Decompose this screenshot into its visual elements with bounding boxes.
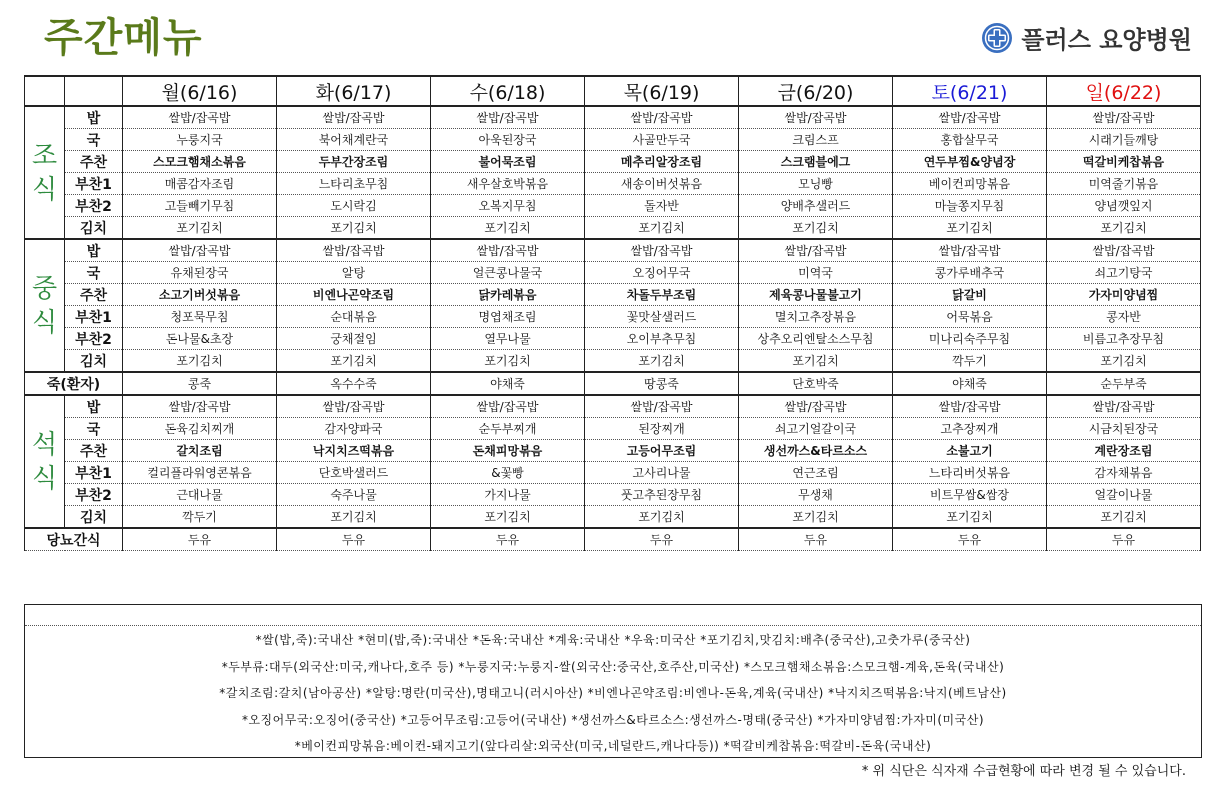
day-header-saturday: 토(6/21) (893, 76, 1047, 106)
menu-item: 옥수수죽 (277, 372, 431, 395)
day-header-sunday: 일(6/22) (1047, 76, 1201, 106)
menu-item: 낙지치즈떡볶음 (277, 440, 431, 462)
row-label: 김치 (65, 506, 123, 529)
menu-item: 두유 (893, 528, 1047, 551)
menu-item: 느타리버섯볶음 (893, 462, 1047, 484)
disclaimer-text: * 위 식단은 식자재 수급현황에 따라 변경 될 수 있습니다. (861, 764, 1186, 779)
menu-row (25, 418, 1201, 440)
menu-row (25, 262, 1201, 284)
row-label: 죽(환자) (25, 372, 123, 395)
menu-item: 순대볶음 (277, 306, 431, 328)
row-label: 김치 (65, 350, 123, 373)
menu-item: 두유 (431, 528, 585, 551)
menu-row (25, 484, 1201, 506)
menu-item: 비트무쌈&쌈장 (893, 484, 1047, 506)
menu-item: 쌀밥/잡곡밥 (123, 239, 277, 262)
meal-label: 중 식 (25, 239, 65, 372)
menu-body (25, 106, 1201, 551)
menu-item: 닭갈비 (893, 284, 1047, 306)
menu-item: 청포묵무침 (123, 306, 277, 328)
menu-row (25, 195, 1201, 217)
menu-item: 순두부죽 (1047, 372, 1201, 395)
row-label: 국 (65, 418, 123, 440)
menu-item: 돌자반 (585, 195, 739, 217)
menu-item: 새송이버섯볶음 (585, 173, 739, 195)
menu-item: 쌀밥/잡곡밥 (585, 395, 739, 418)
menu-item: 고들빼기무침 (123, 195, 277, 217)
menu-item: 얼갈이나물 (1047, 484, 1201, 506)
menu-item: 스크램블에그 (739, 151, 893, 173)
day-header: 화(6/17) (277, 76, 431, 106)
menu-item: 포기김치 (431, 506, 585, 529)
menu-item: 무생채 (739, 484, 893, 506)
origin-note: *쌀(밥,죽):국내산 *현미(밥,죽):국내산 *돈육:국내산 *계육:국내산 *우육:미국산 *포기김치,맛김치:배추(중국산),고춧가루(중국산) (255, 633, 971, 647)
menu-item: 열무나물 (431, 328, 585, 350)
menu-row (25, 395, 1201, 418)
menu-item: 포기김치 (739, 217, 893, 240)
menu-item: 비름고추장무침 (1047, 328, 1201, 350)
origin-note: *오징어무국:오징어(중국산) *고등어무조림:고등어(국내산) *생선까스&타르소스:생선까스-명태(중국산) *가자미양념찜:가자미(미국산) (241, 712, 985, 727)
menu-item: 포기김치 (585, 217, 739, 240)
menu-item: 갈치조림 (123, 440, 277, 462)
menu-item: 포기김치 (123, 217, 277, 240)
menu-item: 쌀밥/잡곡밥 (893, 106, 1047, 129)
menu-item: 포기김치 (739, 506, 893, 529)
menu-item: 컬리플라워영콘볶음 (123, 462, 277, 484)
menu-row (25, 528, 1201, 551)
menu-item: 포기김치 (431, 350, 585, 373)
menu-item: 단호박죽 (739, 372, 893, 395)
menu-row (25, 328, 1201, 350)
menu-item: 오징어무국 (585, 262, 739, 284)
menu-item: &꽃빵 (431, 462, 585, 484)
menu-item: 연근조림 (739, 462, 893, 484)
corner-cell (65, 76, 123, 106)
menu-row (25, 129, 1201, 151)
menu-item: 쌀밥/잡곡밥 (277, 395, 431, 418)
menu-row (25, 106, 1201, 129)
menu-item: 쌀밥/잡곡밥 (893, 395, 1047, 418)
row-label: 부찬1 (65, 306, 123, 328)
menu-item: 쇠고기얼갈이국 (739, 418, 893, 440)
menu-item: 차돌두부조림 (585, 284, 739, 306)
menu-item: 메추리알장조림 (585, 151, 739, 173)
menu-item: 소불고기 (893, 440, 1047, 462)
menu-item: 쌀밥/잡곡밥 (277, 106, 431, 129)
menu-item: 포기김치 (277, 506, 431, 529)
menu-row (25, 350, 1201, 373)
menu-item: 포기김치 (431, 217, 585, 240)
menu-item: 돈채피망볶음 (431, 440, 585, 462)
menu-row (25, 506, 1201, 529)
row-label: 주찬 (65, 151, 123, 173)
menu-item: 쌀밥/잡곡밥 (739, 239, 893, 262)
menu-item: 쌀밥/잡곡밥 (431, 106, 585, 129)
weekly-menu-table (24, 75, 1201, 551)
menu-row (25, 372, 1201, 395)
menu-item: 포기김치 (1047, 217, 1201, 240)
menu-item: 두유 (123, 528, 277, 551)
day-header: 목(6/19) (585, 76, 739, 106)
menu-item: 생선까스&타르소스 (739, 440, 893, 462)
menu-item: 두부간장조림 (277, 151, 431, 173)
menu-item: 느타리초무침 (277, 173, 431, 195)
page-title: 주간메뉴 (44, 15, 203, 61)
origin-note: *베이컨피망볶음:베이컨-돼지고기(앞다리살:외국산(미국,네덜란드,캐나다등)) *떡갈비케찹볶음:떡갈비-돈육(국내산) (294, 739, 932, 753)
menu-item: 땅콩죽 (585, 372, 739, 395)
row-label: 부찬1 (65, 173, 123, 195)
menu-item: 제육콩나물불고기 (739, 284, 893, 306)
origin-notes-box (24, 604, 1202, 758)
menu-item: 베이컨피망볶음 (893, 173, 1047, 195)
row-label: 부찬1 (65, 462, 123, 484)
menu-item: 연두부찜&양념장 (893, 151, 1047, 173)
menu-item: 양념깻잎지 (1047, 195, 1201, 217)
menu-item: 홍합살무국 (893, 129, 1047, 151)
corner-cell (25, 76, 65, 106)
menu-item: 누룽지국 (123, 129, 277, 151)
menu-item: 사골만두국 (585, 129, 739, 151)
menu-item: 쌀밥/잡곡밥 (739, 106, 893, 129)
menu-item: 불어묵조림 (431, 151, 585, 173)
menu-item: 마늘쫑지무침 (893, 195, 1047, 217)
menu-item: 시래기들깨탕 (1047, 129, 1201, 151)
menu-item: 쌀밥/잡곡밥 (585, 239, 739, 262)
menu-item: 단호박샐러드 (277, 462, 431, 484)
menu-item: 고추장찌개 (893, 418, 1047, 440)
menu-item: 매콤감자조림 (123, 173, 277, 195)
notes-divider (25, 625, 1201, 626)
menu-item: 콩자반 (1047, 306, 1201, 328)
menu-row (25, 440, 1201, 462)
menu-item: 떡갈비케찹볶음 (1047, 151, 1201, 173)
menu-row (25, 173, 1201, 195)
menu-item: 얼큰콩나물국 (431, 262, 585, 284)
row-label: 부찬2 (65, 484, 123, 506)
menu-item: 멸치고추장볶음 (739, 306, 893, 328)
hospital-brand (981, 20, 1192, 55)
menu-item: 야채죽 (431, 372, 585, 395)
menu-item: 포기김치 (893, 217, 1047, 240)
row-label: 밥 (65, 395, 123, 418)
menu-item: 쌀밥/잡곡밥 (1047, 106, 1201, 129)
menu-item: 포기김치 (585, 350, 739, 373)
menu-item: 고사리나물 (585, 462, 739, 484)
menu-item: 크림스프 (739, 129, 893, 151)
menu-item: 새우살호박볶음 (431, 173, 585, 195)
menu-item: 쌀밥/잡곡밥 (123, 395, 277, 418)
menu-item: 돈육김치찌개 (123, 418, 277, 440)
menu-item: 포기김치 (123, 350, 277, 373)
menu-item: 계란장조림 (1047, 440, 1201, 462)
meal-label: 석 식 (25, 395, 65, 528)
meal-label: 조 식 (25, 106, 65, 239)
menu-row (25, 151, 1201, 173)
row-label: 부찬2 (65, 328, 123, 350)
menu-item: 풋고추된장무침 (585, 484, 739, 506)
menu-item: 쌀밥/잡곡밥 (123, 106, 277, 129)
origin-note: *두부류:대두(외국산:미국,캐나다,호주 등) *누룽지국:누룽지-쌀(외국산:중국산,호주산,미국산) *스모크햄채소볶음:스모크햄-계육,돈육(국내산) (221, 659, 1005, 674)
row-label: 밥 (65, 239, 123, 262)
menu-item: 명엽채조림 (431, 306, 585, 328)
menu-item: 양배추샐러드 (739, 195, 893, 217)
menu-item: 쌀밥/잡곡밥 (1047, 395, 1201, 418)
menu-item: 시금치된장국 (1047, 418, 1201, 440)
menu-item: 두유 (1047, 528, 1201, 551)
menu-item: 쌀밥/잡곡밥 (431, 239, 585, 262)
menu-item: 쌀밥/잡곡밥 (1047, 239, 1201, 262)
menu-item: 포기김치 (1047, 506, 1201, 529)
menu-item: 두유 (277, 528, 431, 551)
menu-item: 소고기버섯볶음 (123, 284, 277, 306)
hospital-name: 플러스 요양병원 (1021, 26, 1192, 54)
menu-item: 두유 (585, 528, 739, 551)
menu-item: 닭카레볶음 (431, 284, 585, 306)
menu-item: 오이부추무침 (585, 328, 739, 350)
menu-item: 유채된장국 (123, 262, 277, 284)
menu-row (25, 284, 1201, 306)
row-label: 당뇨간식 (25, 528, 123, 551)
menu-item: 미역국 (739, 262, 893, 284)
cross-logo-icon (981, 22, 1013, 54)
day-header-row (25, 76, 1201, 106)
menu-item: 깍두기 (123, 506, 277, 529)
menu-item: 알탕 (277, 262, 431, 284)
menu-row (25, 462, 1201, 484)
menu-item: 모닝빵 (739, 173, 893, 195)
menu-item: 포기김치 (585, 506, 739, 529)
row-label: 국 (65, 129, 123, 151)
menu-item: 쌀밥/잡곡밥 (585, 106, 739, 129)
menu-item: 꽃맛살샐러드 (585, 306, 739, 328)
day-header: 월(6/16) (123, 76, 277, 106)
menu-item: 콩죽 (123, 372, 277, 395)
menu-item: 된장찌개 (585, 418, 739, 440)
menu-item: 깍두기 (893, 350, 1047, 373)
menu-row (25, 306, 1201, 328)
menu-item: 어묵볶음 (893, 306, 1047, 328)
menu-item: 콩가루배추국 (893, 262, 1047, 284)
origin-note: *갈치조림:갈치(남아공산) *알탕:명란(미국산),명태고니(러시아산) *비엔나곤약조림:비엔나-돈육,계육(국내산) *낙지치즈떡볶음:낙지(베트남산) (219, 686, 1007, 700)
menu-item: 미나리숙주무침 (893, 328, 1047, 350)
menu-item: 미역줄기볶음 (1047, 173, 1201, 195)
menu-row (25, 217, 1201, 240)
menu-item: 숙주나물 (277, 484, 431, 506)
day-header: 수(6/18) (431, 76, 585, 106)
row-label: 주찬 (65, 440, 123, 462)
menu-item: 북어채계란국 (277, 129, 431, 151)
row-label: 김치 (65, 217, 123, 240)
menu-item: 포기김치 (739, 350, 893, 373)
menu-item: 야채죽 (893, 372, 1047, 395)
menu-item: 쌀밥/잡곡밥 (739, 395, 893, 418)
row-label: 부찬2 (65, 195, 123, 217)
row-label: 국 (65, 262, 123, 284)
menu-item: 쌀밥/잡곡밥 (893, 239, 1047, 262)
menu-item: 궁채절임 (277, 328, 431, 350)
menu-item: 근대나물 (123, 484, 277, 506)
menu-item: 포기김치 (277, 350, 431, 373)
menu-item: 감자양파국 (277, 418, 431, 440)
menu-row (25, 239, 1201, 262)
row-label: 밥 (65, 106, 123, 129)
menu-item: 쌀밥/잡곡밥 (431, 395, 585, 418)
menu-item: 포기김치 (1047, 350, 1201, 373)
menu-item: 순두부찌개 (431, 418, 585, 440)
menu-item: 포기김치 (893, 506, 1047, 529)
menu-item: 가자미양념찜 (1047, 284, 1201, 306)
menu-item: 비엔나곤약조림 (277, 284, 431, 306)
row-label: 주찬 (65, 284, 123, 306)
menu-item: 돈나물&초장 (123, 328, 277, 350)
menu-item: 쌀밥/잡곡밥 (277, 239, 431, 262)
menu-item: 스모크햄채소볶음 (123, 151, 277, 173)
menu-item: 감자채볶음 (1047, 462, 1201, 484)
menu-item: 오복지무침 (431, 195, 585, 217)
menu-item: 아욱된장국 (431, 129, 585, 151)
menu-item: 가지나물 (431, 484, 585, 506)
menu-item: 상추오리엔탈소스무침 (739, 328, 893, 350)
menu-item: 두유 (739, 528, 893, 551)
menu-item: 쇠고기탕국 (1047, 262, 1201, 284)
menu-item: 고등어무조림 (585, 440, 739, 462)
menu-item: 포기김치 (277, 217, 431, 240)
menu-item: 도시락김 (277, 195, 431, 217)
day-header: 금(6/20) (739, 76, 893, 106)
